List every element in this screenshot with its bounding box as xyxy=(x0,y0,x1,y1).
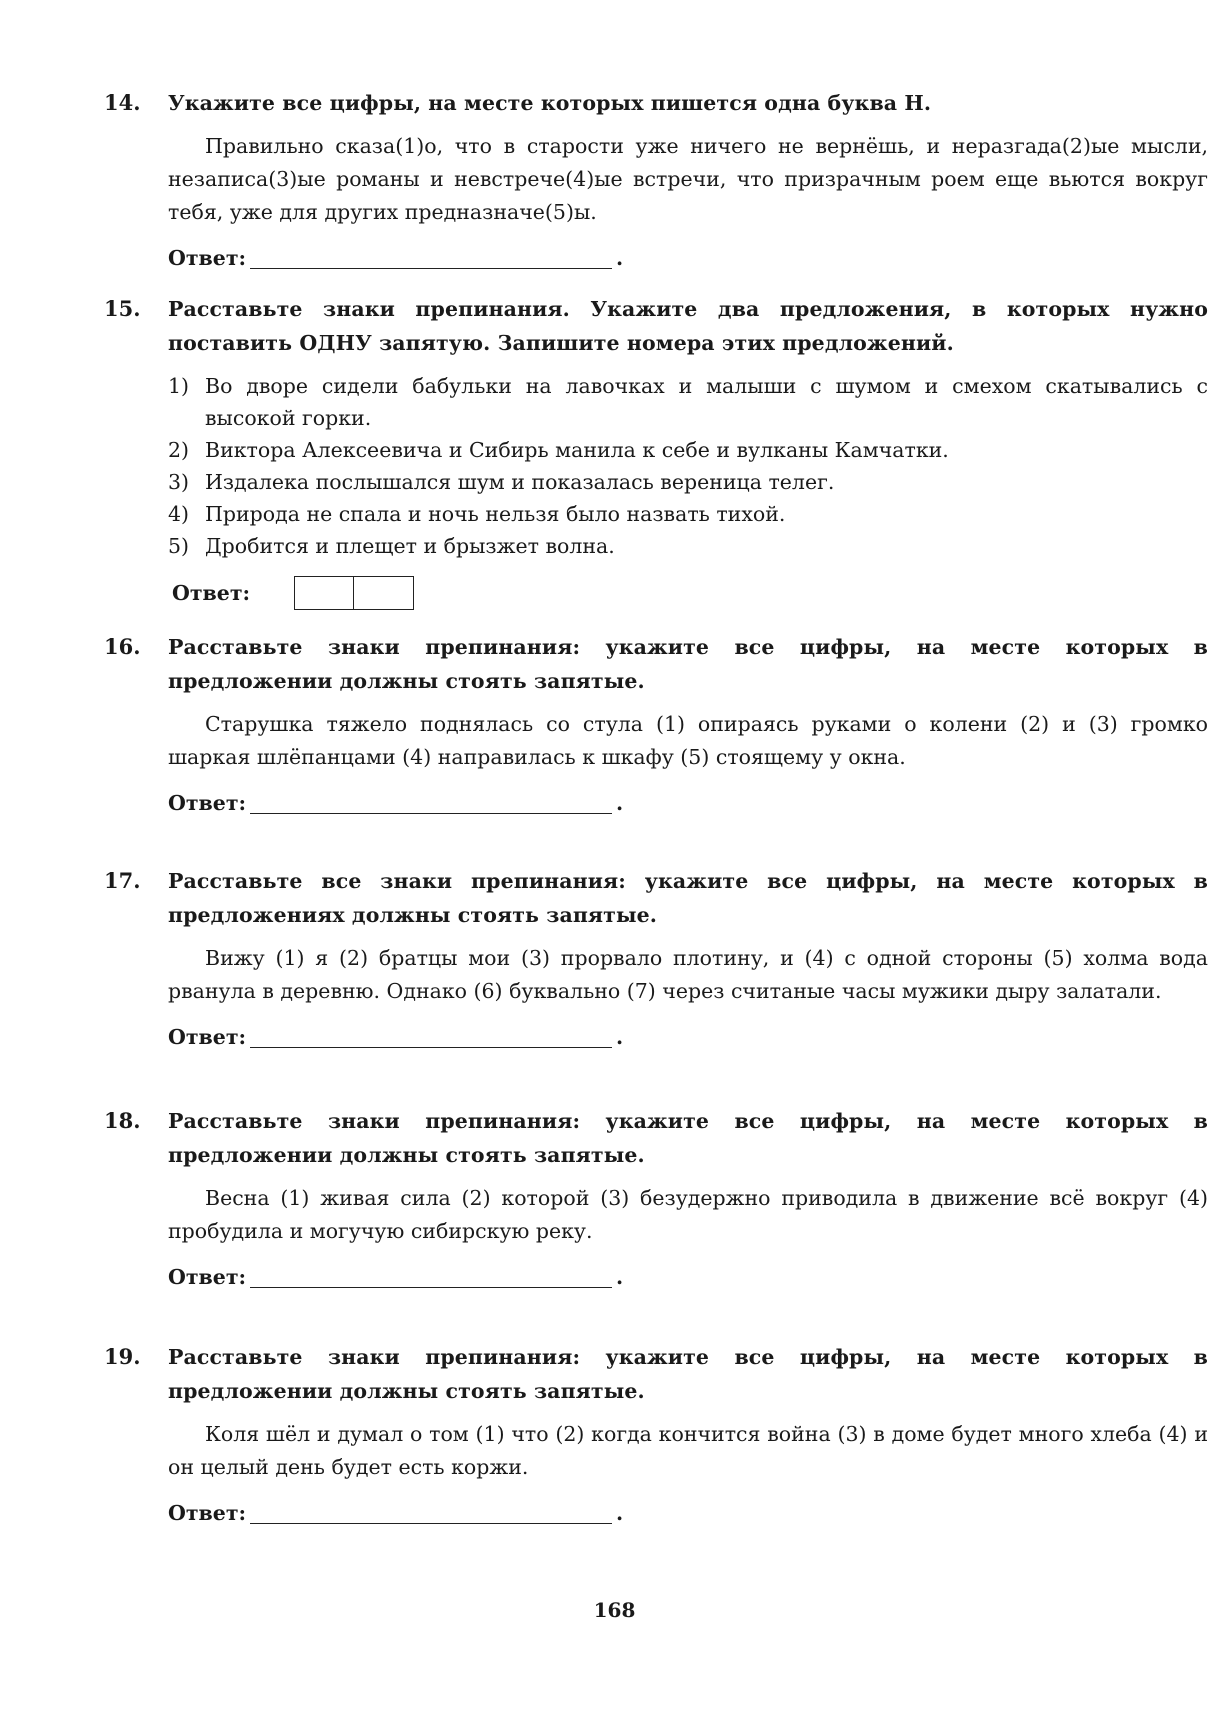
task-number: 18. xyxy=(104,1108,141,1133)
task-14 xyxy=(104,86,1208,275)
task-17 xyxy=(104,864,1208,1054)
task-number: 15. xyxy=(104,296,141,321)
answer-row xyxy=(168,1260,1208,1294)
task-question: Расставьте знаки препинания: укажите все цифры, на месте которых в предложении должны стоять запятые. xyxy=(168,1345,1208,1403)
option-text: Во дворе сидели бабульки на лавочках и малыши с шумом и смехом скатывались с высокой горки. xyxy=(205,374,1208,430)
answer-dot: . xyxy=(616,246,624,270)
option-number: 2) xyxy=(168,438,190,462)
answer-label: Ответ: xyxy=(172,581,251,605)
answer-boxes xyxy=(294,576,414,610)
answer-line[interactable] xyxy=(250,1047,612,1048)
task-18 xyxy=(104,1104,1208,1294)
option-text: Виктора Алексеевича и Сибирь манила к себе и вулканы Камчатки. xyxy=(205,438,949,462)
answer-dot: . xyxy=(616,1025,624,1049)
task-text: Весна (1) живая сила (2) которой (3) безудержно приводила в движение всё вокруг (4) пробудила и могучую сибирскую реку. xyxy=(168,1186,1208,1243)
page-number: 168 xyxy=(593,1598,636,1622)
list-item xyxy=(168,498,1208,530)
answer-cell-2[interactable] xyxy=(354,576,414,610)
task-text: Правильно сказа(1)о, что в старости уже ничего не вернёшь, и неразгада(2)ые мысли, незаписа(3)ые романы и невстрече(4)ые встречи, что призрачным роем еще вьются вокруг тебя, уже для других предназначе(5)ы. xyxy=(168,134,1208,224)
option-number: 1) xyxy=(168,374,190,398)
options-list xyxy=(168,370,1208,562)
option-number: 3) xyxy=(168,470,190,494)
answer-dot: . xyxy=(616,791,624,815)
answer-line[interactable] xyxy=(250,268,612,269)
task-text: Вижу (1) я (2) братцы мои (3) прорвало плотину, и (4) с одной стороны (5) холма вода рванула в деревню. Однако (6) буквально (7) через считаные часы мужики дыру залатали. xyxy=(168,946,1208,1003)
answer-line[interactable] xyxy=(250,1523,612,1524)
answer-row xyxy=(168,1020,1208,1054)
task-19 xyxy=(104,1340,1208,1530)
list-item xyxy=(168,370,1208,434)
task-question: Укажите все цифры, на месте которых пишется одна буква Н. xyxy=(168,91,932,115)
answer-line[interactable] xyxy=(250,813,612,814)
answer-row xyxy=(168,241,1208,275)
task-text: Коля шёл и думал о том (1) что (2) когда кончится война (3) в доме будет много хлеба (4) и он целый день будет есть коржи. xyxy=(168,1422,1208,1479)
answer-label: Ответ: xyxy=(168,1265,247,1289)
list-item xyxy=(168,434,1208,466)
answer-row xyxy=(168,786,1208,820)
task-number: 17. xyxy=(104,868,141,893)
task-question: Расставьте все знаки препинания: укажите все цифры, на месте которых в предложениях должны стоять запятые. xyxy=(168,869,1208,927)
option-number: 5) xyxy=(168,534,190,558)
task-text: Старушка тяжело поднялась со стула (1) опираясь руками о колени (2) и (3) громко шаркая шлёпанцами (4) направилась к шкафу (5) стоящему у окна. xyxy=(168,712,1208,769)
task-question: Расставьте знаки препинания: укажите все цифры, на месте которых в предложении должны стоять запятые. xyxy=(168,635,1208,693)
answer-label: Ответ: xyxy=(168,1501,247,1525)
answer-dot: . xyxy=(616,1265,624,1289)
list-item xyxy=(168,530,1208,562)
option-text: Природа не спала и ночь нельзя было назвать тихой. xyxy=(205,502,786,526)
task-number: 14. xyxy=(104,90,141,115)
option-number: 4) xyxy=(168,502,190,526)
answer-label: Ответ: xyxy=(168,246,247,270)
task-15 xyxy=(104,292,1208,610)
answer-label: Ответ: xyxy=(168,791,247,815)
task-number: 19. xyxy=(104,1344,141,1369)
option-text: Издалека послышался шум и показалась вереница телег. xyxy=(205,470,835,494)
answer-row xyxy=(172,576,1208,610)
task-question: Расставьте знаки препинания: укажите все цифры, на месте которых в предложении должны стоять запятые. xyxy=(168,1109,1208,1167)
answer-cell-1[interactable] xyxy=(294,576,354,610)
answer-line[interactable] xyxy=(250,1287,612,1288)
task-number: 16. xyxy=(104,634,141,659)
task-question: Расставьте знаки препинания. Укажите два предложения, в которых нужно поставить ОДНУ запятую. Запишите номера этих предложений. xyxy=(168,297,1208,355)
answer-label: Ответ: xyxy=(168,1025,247,1049)
option-text: Дробится и плещет и брызжет волна. xyxy=(205,534,615,558)
answer-row xyxy=(168,1496,1208,1530)
answer-dot: . xyxy=(616,1501,624,1525)
task-16 xyxy=(104,630,1208,820)
list-item xyxy=(168,466,1208,498)
